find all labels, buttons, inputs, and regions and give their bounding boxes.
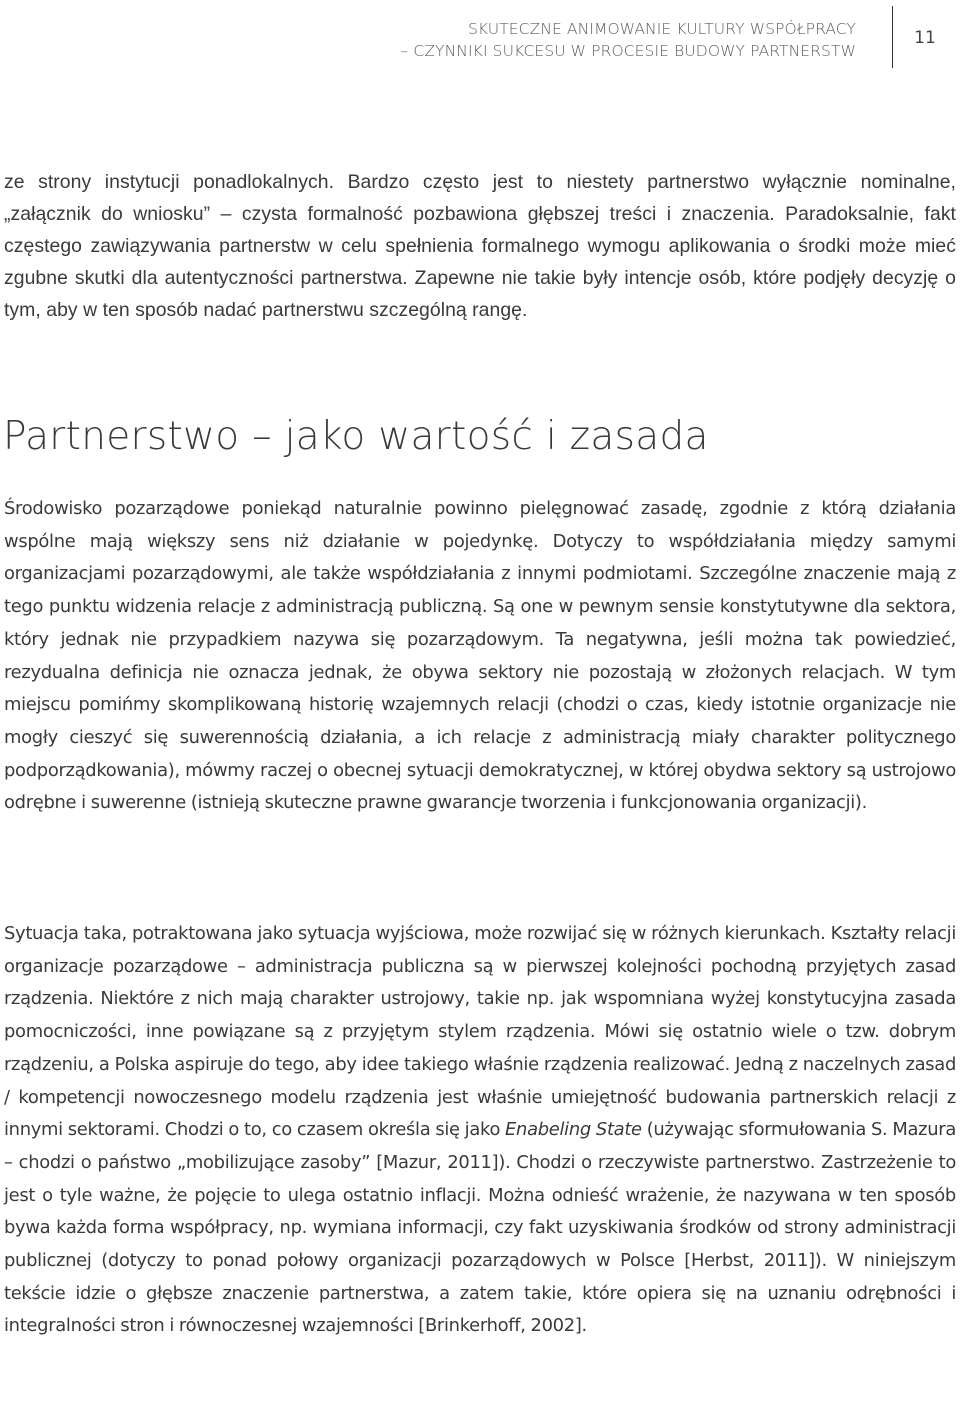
header-divider (892, 6, 893, 68)
page-number: 11 (914, 28, 936, 48)
section-heading: Partnerstwo – jako wartość i zasada (3, 414, 709, 459)
paragraph-body-1: Środowisko pozarządowe poniekąd naturalnie powinno pielęgnować zasadę, zgodnie z którą działania wspólne mają większy sens niż działanie w pojedynkę. Dotyczy to współdziałania między samymi organizacjami pozarządowymi, ale także współdziałania z innymi podmiotami. Szczególne znaczenie mają z tego punktu widzenia relacje z administracją publiczną. Są one w pewnym sensie konstytutywne dla sektora, który jednak nie przypadkiem nazywa się pozarządowym. Ta negatywna, jeśli można tak powiedzieć, rezydualna definicja nie oznacza jednak, że obywa sektory nie pozostają w złożonych relacjach. W tym miejscu pomińmy skomplikowaną historię wzajemnych relacji (chodzi o czas, kiedy istotnie organizacje nie mogły cieszyć się suwerennością działania, a ich relacje z administracją miały charakter politycznego podporządkowania), mówmy raczej o obecnej sytuacji demokratycznej, w której obydwa sektory są ustrojowo odrębne i suwerenne (istnieją skuteczne prawne gwarancje tworzenia i funkcjonowania organizacji). (4, 498, 956, 814)
paragraph-body-2-part-1: Sytuacja taka, potraktowana jako sytuacja wyjściowa, może rozwijać się w różnych kierunkach. Kształty relacji organizacje pozarządowe – administracja publiczna są w pierwszej kolejności pochodną przyjętych zasad rządzenia. Niektóre z nich mają charakter ustrojowy, takie np. jak wspomniana wyżej konstytucyjna zasada pomocniczości, inne powiązane są z przyjętym stylem rządzenia. Mówi się ostatnio wiele o tzw. dobrym rządzeniu, a Polska aspiruje do tego, aby idee takiego właśnie rządzenia realizować. Jedną z naczelnych zasad / kompetencji nowoczesnego modelu rządzenia jest właśnie umiejętność budowania partnerskich relacji z innymi sektorami. Chodzi o to, co czasem określa się jako (4, 923, 956, 1141)
paragraph-body-2 (4, 918, 956, 1343)
paragraph-body-2-italic-term: Enabeling State (505, 1119, 642, 1141)
paragraph-intro: ze strony instytucji ponadlokalnych. Bardzo często jest to niestety partnerstwo wyłącznie nominalne, „załącznik do wniosku” – czysta formalność pozbawiona głębszej treści i znaczenia. Paradoksalnie, fakt częstego zawiązywania partnerstw w celu spełnienia formalnego wymogu aplikowania o środki może mieć zgubne skutki dla autentyczności partnerstwa. Zapewne nie takie były intencje osób, które podjęły decyzję o tym, aby w ten sposób nadać partnerstwu szczególną rangę. (4, 171, 956, 321)
paragraph-body-2-part-2: (używając sformułowania S. Mazura – chodzi o państwo „mobilizujące zasoby” [Mazur, 2011]). Chodzi o rzeczywiste partnerstwo. Zastrzeżenie to jest o tyle ważne, że pojęcie to ulega ostatnio inflacji. Można odnieść wrażenie, że nazywana w ten sposób bywa każda forma współpracy, np. wymiana informacji, czy fakt uzyskiwania środków od strony administracji publicznej (dotyczy to ponad połowy organizacji pozarządowych w Polsce [Herbst, 2011]). W niniejszym tekście idzie o głębsze znaczenie partnerstwa, a zatem takie, które opiera się na uznaniu odrębności i integralności stron i równoczesnej wzajemności [Brinkerhoff, 2002]. (4, 1119, 956, 1337)
running-header-line-2: – CZYNNIKI SUKCESU W PROCESIE BUDOWY PARTNERSTW (400, 42, 856, 60)
running-header-line-1: SKUTECZNE ANIMOWANIE KULTURY WSPÓŁPRACY (467, 20, 856, 38)
running-header (401, 18, 856, 62)
